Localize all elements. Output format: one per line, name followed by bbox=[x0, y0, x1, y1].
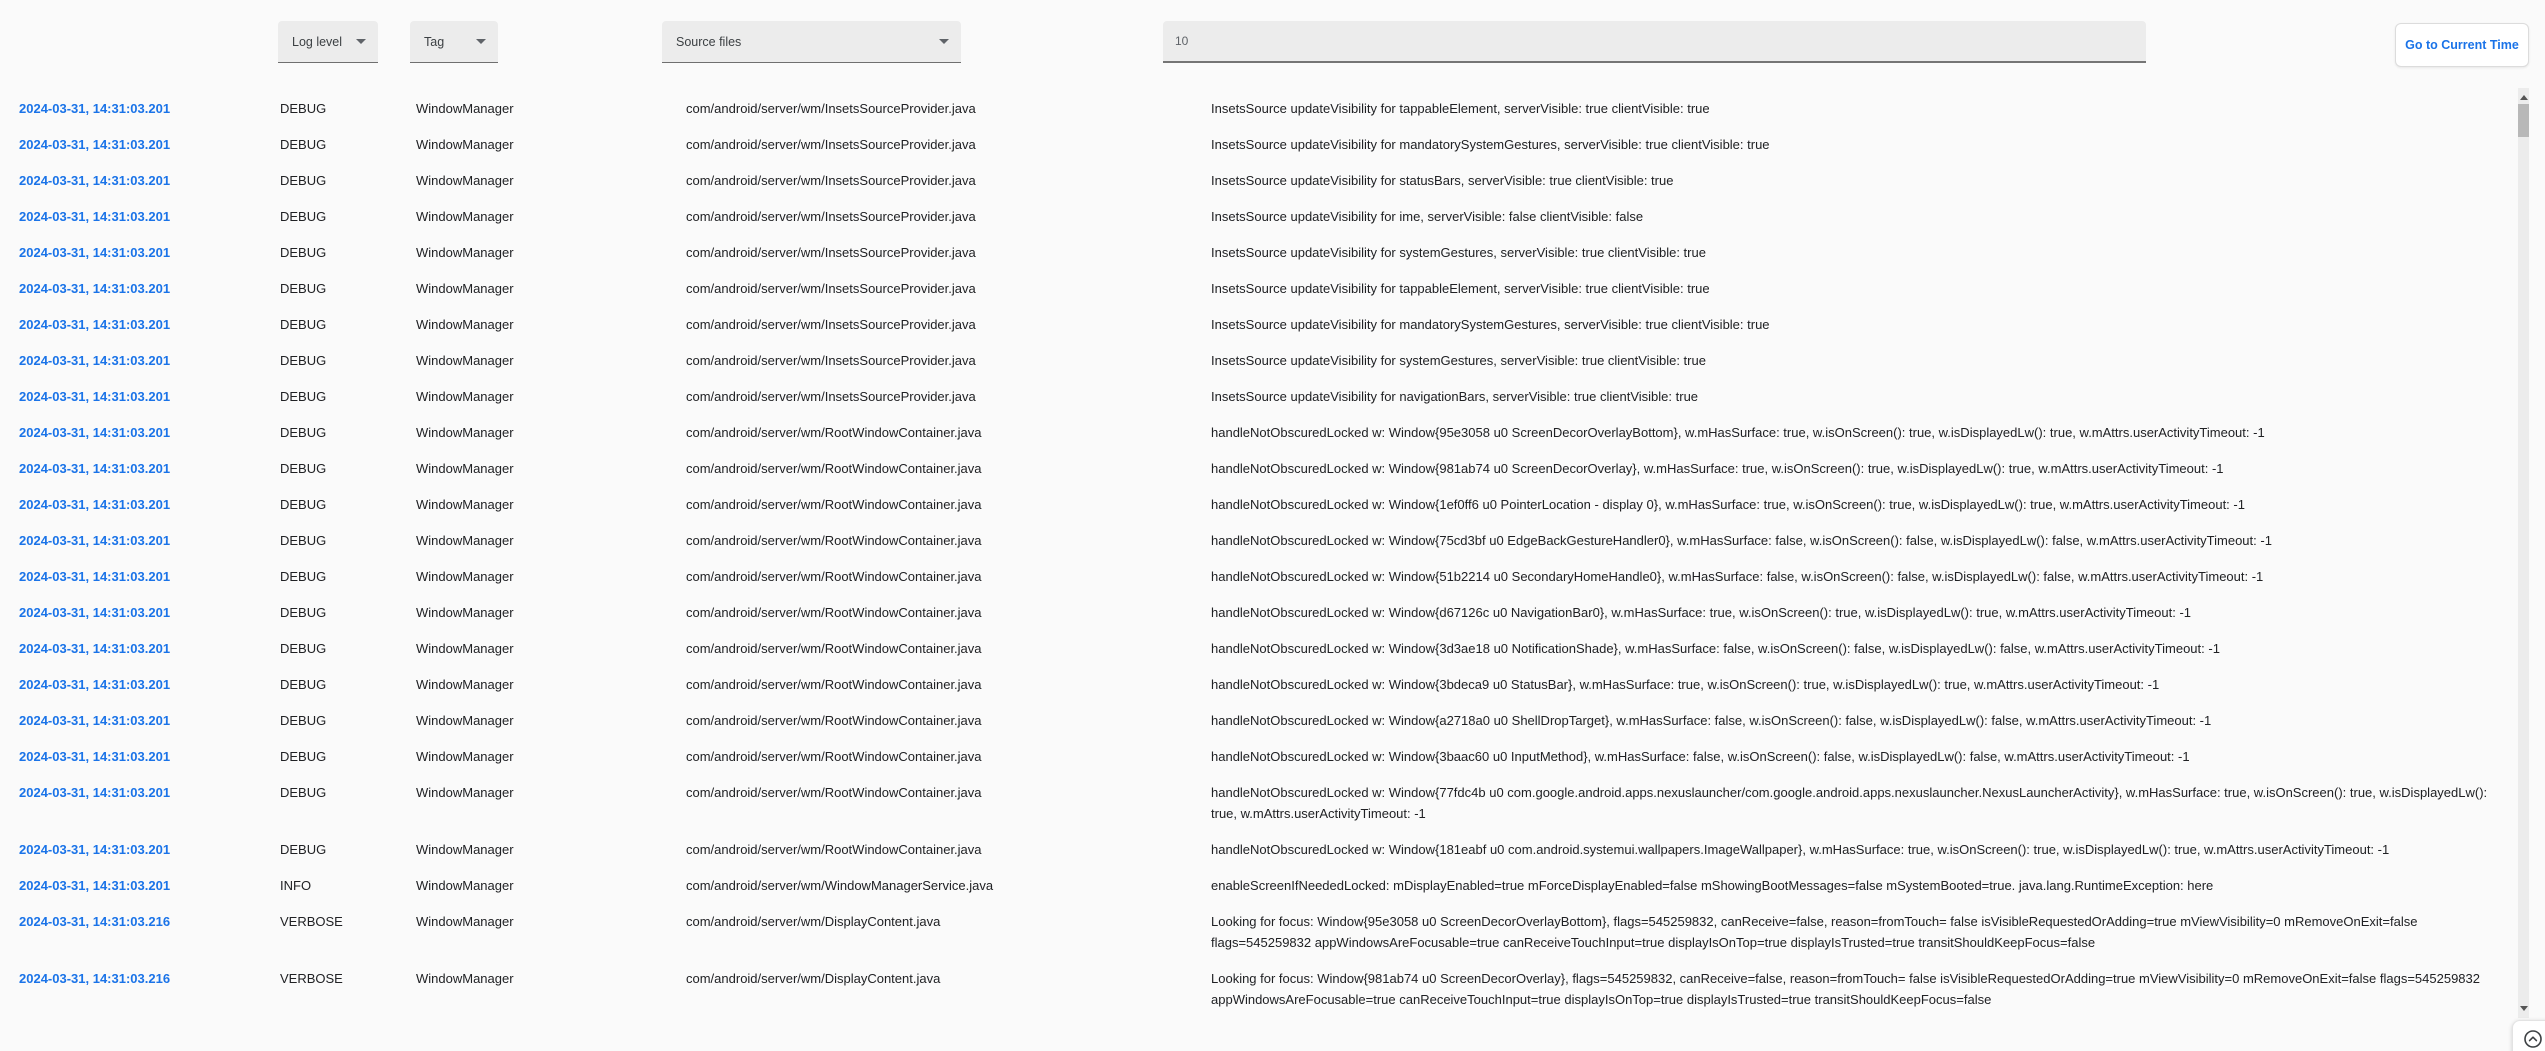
log-level: DEBUG bbox=[280, 173, 327, 188]
log-message: handleNotObscuredLocked w: Window{75cd3bf u0 EdgeBackGestureHandler0}, w.mHasSurface: false, w.isOnScreen(): false, w.isDisplayedLw(): false, w.mAttrs.userActivityTimeout: -1 bbox=[1211, 533, 2272, 548]
log-level: DEBUG bbox=[280, 425, 327, 440]
log-source-file: com/android/server/wm/InsetsSourceProvider.java bbox=[686, 353, 976, 368]
log-message: handleNotObscuredLocked w: Window{3d3ae18 u0 NotificationShade}, w.mHasSurface: false, w.isOnScreen(): false, w.isDisplayedLw(): false, w.mAttrs.userActivityTimeout: -1 bbox=[1211, 641, 2220, 656]
log-timestamp-link[interactable]: 2024-03-31, 14:31:03.201 bbox=[19, 425, 171, 440]
log-row bbox=[0, 559, 2517, 595]
log-timestamp-link[interactable]: 2024-03-31, 14:31:03.201 bbox=[19, 533, 171, 548]
log-level: DEBUG bbox=[280, 461, 327, 476]
log-message: handleNotObscuredLocked w: Window{95e3058 u0 ScreenDecorOverlayBottom}, w.mHasSurface: true, w.isOnScreen(): true, w.isDisplayedLw(): true, w.mAttrs.userActivityTimeout: -1 bbox=[1211, 425, 2265, 440]
log-source-file: com/android/server/wm/RootWindowContainer.java bbox=[686, 785, 982, 800]
log-tag: WindowManager bbox=[416, 209, 514, 224]
log-tag: WindowManager bbox=[416, 461, 514, 476]
log-level: DEBUG bbox=[280, 209, 327, 224]
log-message: InsetsSource updateVisibility for tappableElement, serverVisible: true clientVisible: true bbox=[1211, 101, 1710, 116]
log-source-file: com/android/server/wm/RootWindowContainer.java bbox=[686, 461, 982, 476]
log-message: InsetsSource updateVisibility for navigationBars, serverVisible: true clientVisible: true bbox=[1211, 389, 1699, 404]
log-source-file: com/android/server/wm/InsetsSourceProvider.java bbox=[686, 245, 976, 260]
log-tag: WindowManager bbox=[416, 842, 514, 857]
log-source-file: com/android/server/wm/InsetsSourceProvider.java bbox=[686, 137, 976, 152]
log-tag: WindowManager bbox=[416, 971, 514, 986]
log-row bbox=[0, 703, 2517, 739]
log-level: VERBOSE bbox=[280, 914, 343, 929]
chevron-down-icon bbox=[476, 39, 486, 44]
log-timestamp-link[interactable]: 2024-03-31, 14:31:03.201 bbox=[19, 569, 171, 584]
log-timestamp-link[interactable]: 2024-03-31, 14:31:03.201 bbox=[19, 353, 171, 368]
log-tag: WindowManager bbox=[416, 878, 514, 893]
log-row bbox=[0, 523, 2517, 559]
log-timestamp-link[interactable]: 2024-03-31, 14:31:03.201 bbox=[19, 389, 171, 404]
log-level: DEBUG bbox=[280, 245, 327, 260]
log-source-file: com/android/server/wm/RootWindowContainer.java bbox=[686, 605, 982, 620]
log-timestamp-link[interactable]: 2024-03-31, 14:31:03.201 bbox=[19, 209, 171, 224]
log-level: DEBUG bbox=[280, 353, 327, 368]
log-message: handleNotObscuredLocked w: Window{181eabf u0 com.android.systemui.wallpapers.ImageWallpaper}, w.mHasSurface: true, w.isOnScreen(): true, w.isDisplayedLw(): true, w.mAttrs.userActivityTimeout: -1 bbox=[1211, 842, 2390, 857]
log-row bbox=[0, 595, 2517, 631]
vertical-scrollbar[interactable] bbox=[2518, 88, 2529, 1018]
log-tag: WindowManager bbox=[416, 713, 514, 728]
log-message: handleNotObscuredLocked w: Window{d67126c u0 NavigationBar0}, w.mHasSurface: true, w.isOnScreen(): true, w.isDisplayedLw(): true, w.mAttrs.userActivityTimeout: -1 bbox=[1211, 605, 2192, 620]
log-level: DEBUG bbox=[280, 533, 327, 548]
log-message: InsetsSource updateVisibility for systemGestures, serverVisible: true clientVisible: true bbox=[1211, 353, 1706, 368]
log-row bbox=[0, 667, 2517, 703]
log-tag: WindowManager bbox=[416, 317, 514, 332]
log-timestamp-link[interactable]: 2024-03-31, 14:31:03.201 bbox=[19, 677, 171, 692]
go-to-current-time-button[interactable]: Go to Current Time bbox=[2395, 23, 2529, 67]
log-source-file: com/android/server/wm/RootWindowContainer.java bbox=[686, 842, 982, 857]
log-row bbox=[0, 832, 2517, 868]
log-row bbox=[0, 343, 2517, 379]
log-level-select[interactable] bbox=[278, 21, 378, 63]
log-timestamp-link[interactable]: 2024-03-31, 14:31:03.216 bbox=[19, 971, 171, 986]
log-tag: WindowManager bbox=[416, 281, 514, 296]
log-source-file: com/android/server/wm/RootWindowContainer.java bbox=[686, 425, 982, 440]
log-timestamp-link[interactable]: 2024-03-31, 14:31:03.201 bbox=[19, 101, 171, 116]
log-tag: WindowManager bbox=[416, 245, 514, 260]
log-level: DEBUG bbox=[280, 317, 327, 332]
log-message: InsetsSource updateVisibility for tappableElement, serverVisible: true clientVisible: true bbox=[1211, 281, 1710, 296]
log-message: handleNotObscuredLocked w: Window{981ab74 u0 ScreenDecorOverlay}, w.mHasSurface: true, w.isOnScreen(): true, w.isDisplayedLw(): true, w.mAttrs.userActivityTimeout: -1 bbox=[1211, 461, 2224, 476]
log-source-file: com/android/server/wm/DisplayContent.java bbox=[686, 914, 941, 929]
log-level: DEBUG bbox=[280, 137, 327, 152]
log-level: DEBUG bbox=[280, 677, 327, 692]
log-timestamp-link[interactable]: 2024-03-31, 14:31:03.201 bbox=[19, 878, 171, 893]
log-timestamp-link[interactable]: 2024-03-31, 14:31:03.201 bbox=[19, 281, 171, 296]
log-timestamp-link[interactable]: 2024-03-31, 14:31:03.201 bbox=[19, 713, 171, 728]
log-level: DEBUG bbox=[280, 842, 327, 857]
log-level: DEBUG bbox=[280, 569, 327, 584]
log-source-file: com/android/server/wm/RootWindowContainer.java bbox=[686, 641, 982, 656]
log-source-file: com/android/server/wm/RootWindowContainer.java bbox=[686, 497, 982, 512]
circle-chevron-up-icon bbox=[2523, 1029, 2543, 1049]
log-message: Looking for focus: Window{981ab74 u0 ScreenDecorOverlay}, flags=545259832, canReceive=false, reason=fromTouch= false isVisibleRequestedOrAdding=true mViewVisibility=0 mRemoveOnExit=false flags=545259832 appWindowsAreFocusable=true canReceiveTouchInput=true displayIsOnTop=true displayIsTrusted=true transitShouldKeepFocus=false bbox=[1211, 971, 2480, 1007]
log-source-file: com/android/server/wm/RootWindowContainer.java bbox=[686, 713, 982, 728]
log-source-file: com/android/server/wm/InsetsSourceProvider.java bbox=[686, 209, 976, 224]
log-row bbox=[0, 307, 2517, 343]
log-timestamp-link[interactable]: 2024-03-31, 14:31:03.201 bbox=[19, 785, 171, 800]
log-level: DEBUG bbox=[280, 101, 327, 116]
log-tag: WindowManager bbox=[416, 914, 514, 929]
log-timestamp-link[interactable]: 2024-03-31, 14:31:03.201 bbox=[19, 317, 171, 332]
log-tag: WindowManager bbox=[416, 785, 514, 800]
log-tag: WindowManager bbox=[416, 425, 514, 440]
scroll-up-icon[interactable] bbox=[2520, 95, 2528, 100]
log-timestamp-link[interactable]: 2024-03-31, 14:31:03.201 bbox=[19, 173, 171, 188]
log-timestamp-link[interactable]: 2024-03-31, 14:31:03.201 bbox=[19, 605, 171, 620]
log-timestamp-link[interactable]: 2024-03-31, 14:31:03.201 bbox=[19, 245, 171, 260]
filter-toolbar bbox=[0, 0, 2545, 88]
log-level: DEBUG bbox=[280, 713, 327, 728]
log-message: handleNotObscuredLocked w: Window{a2718a0 u0 ShellDropTarget}, w.mHasSurface: false, w.isOnScreen(): false, w.isDisplayedLw(): false, w.mAttrs.userActivityTimeout: -1 bbox=[1211, 713, 2212, 728]
log-level: DEBUG bbox=[280, 605, 327, 620]
log-message: InsetsSource updateVisibility for systemGestures, serverVisible: true clientVisible: true bbox=[1211, 245, 1706, 260]
log-row bbox=[0, 271, 2517, 307]
lines-input[interactable] bbox=[1163, 21, 2146, 61]
log-table bbox=[0, 91, 2517, 1018]
log-tag: WindowManager bbox=[416, 533, 514, 548]
log-tag: WindowManager bbox=[416, 677, 514, 692]
source-files-select-label: Source files bbox=[676, 34, 742, 49]
log-row bbox=[0, 163, 2517, 199]
log-level: DEBUG bbox=[280, 281, 327, 296]
lines-input-wrapper bbox=[1163, 21, 2146, 63]
log-message: handleNotObscuredLocked w: Window{3baac60 u0 InputMethod}, w.mHasSurface: false, w.isOnScreen(): false, w.isDisplayedLw(): false, w.mAttrs.userActivityTimeout: -1 bbox=[1211, 749, 2190, 764]
log-source-file: com/android/server/wm/InsetsSourceProvider.java bbox=[686, 389, 976, 404]
scroll-to-top-button[interactable] bbox=[2512, 1020, 2545, 1051]
log-row bbox=[0, 415, 2517, 451]
log-source-file: com/android/server/wm/InsetsSourceProvider.java bbox=[686, 173, 976, 188]
log-source-file: com/android/server/wm/RootWindowContainer.java bbox=[686, 569, 982, 584]
tag-select-label: Tag bbox=[424, 34, 445, 49]
log-timestamp-link[interactable]: 2024-03-31, 14:31:03.201 bbox=[19, 749, 171, 764]
log-tag: WindowManager bbox=[416, 641, 514, 656]
log-message: InsetsSource updateVisibility for ime, serverVisible: false clientVisible: false bbox=[1211, 209, 1644, 224]
log-message: InsetsSource updateVisibility for statusBars, serverVisible: true clientVisible: true bbox=[1211, 173, 1674, 188]
tag-select[interactable] bbox=[410, 21, 498, 63]
log-source-file: com/android/server/wm/RootWindowContainer.java bbox=[686, 677, 982, 692]
log-level: DEBUG bbox=[280, 389, 327, 404]
source-files-select[interactable] bbox=[662, 21, 961, 63]
log-tag: WindowManager bbox=[416, 497, 514, 512]
log-level: VERBOSE bbox=[280, 971, 343, 986]
log-row bbox=[0, 235, 2517, 271]
log-row bbox=[0, 91, 2517, 127]
log-source-file: com/android/server/wm/DisplayContent.java bbox=[686, 971, 941, 986]
log-row bbox=[0, 127, 2517, 163]
log-tag: WindowManager bbox=[416, 569, 514, 584]
log-row bbox=[0, 487, 2517, 523]
log-tag: WindowManager bbox=[416, 749, 514, 764]
log-message: handleNotObscuredLocked w: Window{77fdc4b u0 com.google.android.apps.nexuslauncher/com.google.android.apps.nexuslauncher.NexusLauncherActivity}, w.mHasSurface: true, w.isOnScreen(): true, w.isDisplayedLw(): true, w.mAttrs.userActivityTimeout: -1 bbox=[1211, 785, 2488, 821]
log-timestamp-link[interactable]: 2024-03-31, 14:31:03.216 bbox=[19, 914, 171, 929]
log-row bbox=[0, 631, 2517, 667]
log-row bbox=[0, 199, 2517, 235]
log-tag: WindowManager bbox=[416, 605, 514, 620]
log-level: DEBUG bbox=[280, 641, 327, 656]
log-level: DEBUG bbox=[280, 497, 327, 512]
log-timestamp-link[interactable]: 2024-03-31, 14:31:03.201 bbox=[19, 461, 171, 476]
log-message: InsetsSource updateVisibility for mandatorySystemGestures, serverVisible: true clientVisible: true bbox=[1211, 137, 1770, 152]
scrollbar-thumb[interactable] bbox=[2518, 104, 2529, 137]
log-row bbox=[0, 868, 2517, 904]
log-level: DEBUG bbox=[280, 749, 327, 764]
log-timestamp-link[interactable]: 2024-03-31, 14:31:03.201 bbox=[19, 497, 171, 512]
log-timestamp-link[interactable]: 2024-03-31, 14:31:03.201 bbox=[19, 842, 171, 857]
log-level: DEBUG bbox=[280, 785, 327, 800]
log-row bbox=[0, 739, 2517, 775]
log-row bbox=[0, 775, 2517, 832]
log-row bbox=[0, 961, 2517, 1018]
log-tag: WindowManager bbox=[416, 101, 514, 116]
log-message: handleNotObscuredLocked w: Window{51b2214 u0 SecondaryHomeHandle0}, w.mHasSurface: false, w.isOnScreen(): false, w.isDisplayedLw(): false, w.mAttrs.userActivityTimeout: -1 bbox=[1211, 569, 2264, 584]
chevron-down-icon bbox=[939, 39, 949, 44]
log-message: Looking for focus: Window{95e3058 u0 ScreenDecorOverlayBottom}, flags=545259832, canReceive=false, reason=fromTouch= false isVisibleRequestedOrAdding=true mViewVisibility=0 mRemoveOnExit=false flags=545259832 appWindowsAreFocusable=true canReceiveTouchInput=true displayIsOnTop=true displayIsTrusted=true transitShouldKeepFocus=false bbox=[1211, 914, 2418, 950]
log-level: INFO bbox=[280, 878, 312, 893]
log-message: enableScreenIfNeededLocked: mDisplayEnabled=true mForceDisplayEnabled=false mShowingBootMessages=false mSystemBooted=true. java.lang.RuntimeException: here bbox=[1211, 878, 2214, 893]
log-level-select-label: Log level bbox=[292, 34, 343, 49]
log-tag: WindowManager bbox=[416, 389, 514, 404]
chevron-down-icon bbox=[356, 39, 366, 44]
log-tag: WindowManager bbox=[416, 173, 514, 188]
log-message: handleNotObscuredLocked w: Window{3bdeca9 u0 StatusBar}, w.mHasSurface: true, w.isOnScreen(): true, w.isDisplayedLw(): true, w.mAttrs.userActivityTimeout: -1 bbox=[1211, 677, 2160, 692]
log-timestamp-link[interactable]: 2024-03-31, 14:31:03.201 bbox=[19, 137, 171, 152]
log-source-file: com/android/server/wm/InsetsSourceProvider.java bbox=[686, 101, 976, 116]
log-row bbox=[0, 451, 2517, 487]
log-source-file: com/android/server/wm/WindowManagerService.java bbox=[686, 878, 994, 893]
log-source-file: com/android/server/wm/RootWindowContainer.java bbox=[686, 749, 982, 764]
log-row bbox=[0, 379, 2517, 415]
log-row bbox=[0, 904, 2517, 961]
log-source-file: com/android/server/wm/InsetsSourceProvider.java bbox=[686, 317, 976, 332]
log-timestamp-link[interactable]: 2024-03-31, 14:31:03.201 bbox=[19, 641, 171, 656]
log-tag: WindowManager bbox=[416, 137, 514, 152]
log-message: handleNotObscuredLocked w: Window{1ef0ff6 u0 PointerLocation - display 0}, w.mHasSurface: true, w.isOnScreen(): true, w.isDisplayedLw(): true, w.mAttrs.userActivityTimeout: -1 bbox=[1211, 497, 2245, 512]
log-source-file: com/android/server/wm/RootWindowContainer.java bbox=[686, 533, 982, 548]
log-tag: WindowManager bbox=[416, 353, 514, 368]
scroll-down-icon[interactable] bbox=[2520, 1006, 2528, 1011]
log-message: InsetsSource updateVisibility for mandatorySystemGestures, serverVisible: true clientVisible: true bbox=[1211, 317, 1770, 332]
log-source-file: com/android/server/wm/InsetsSourceProvider.java bbox=[686, 281, 976, 296]
